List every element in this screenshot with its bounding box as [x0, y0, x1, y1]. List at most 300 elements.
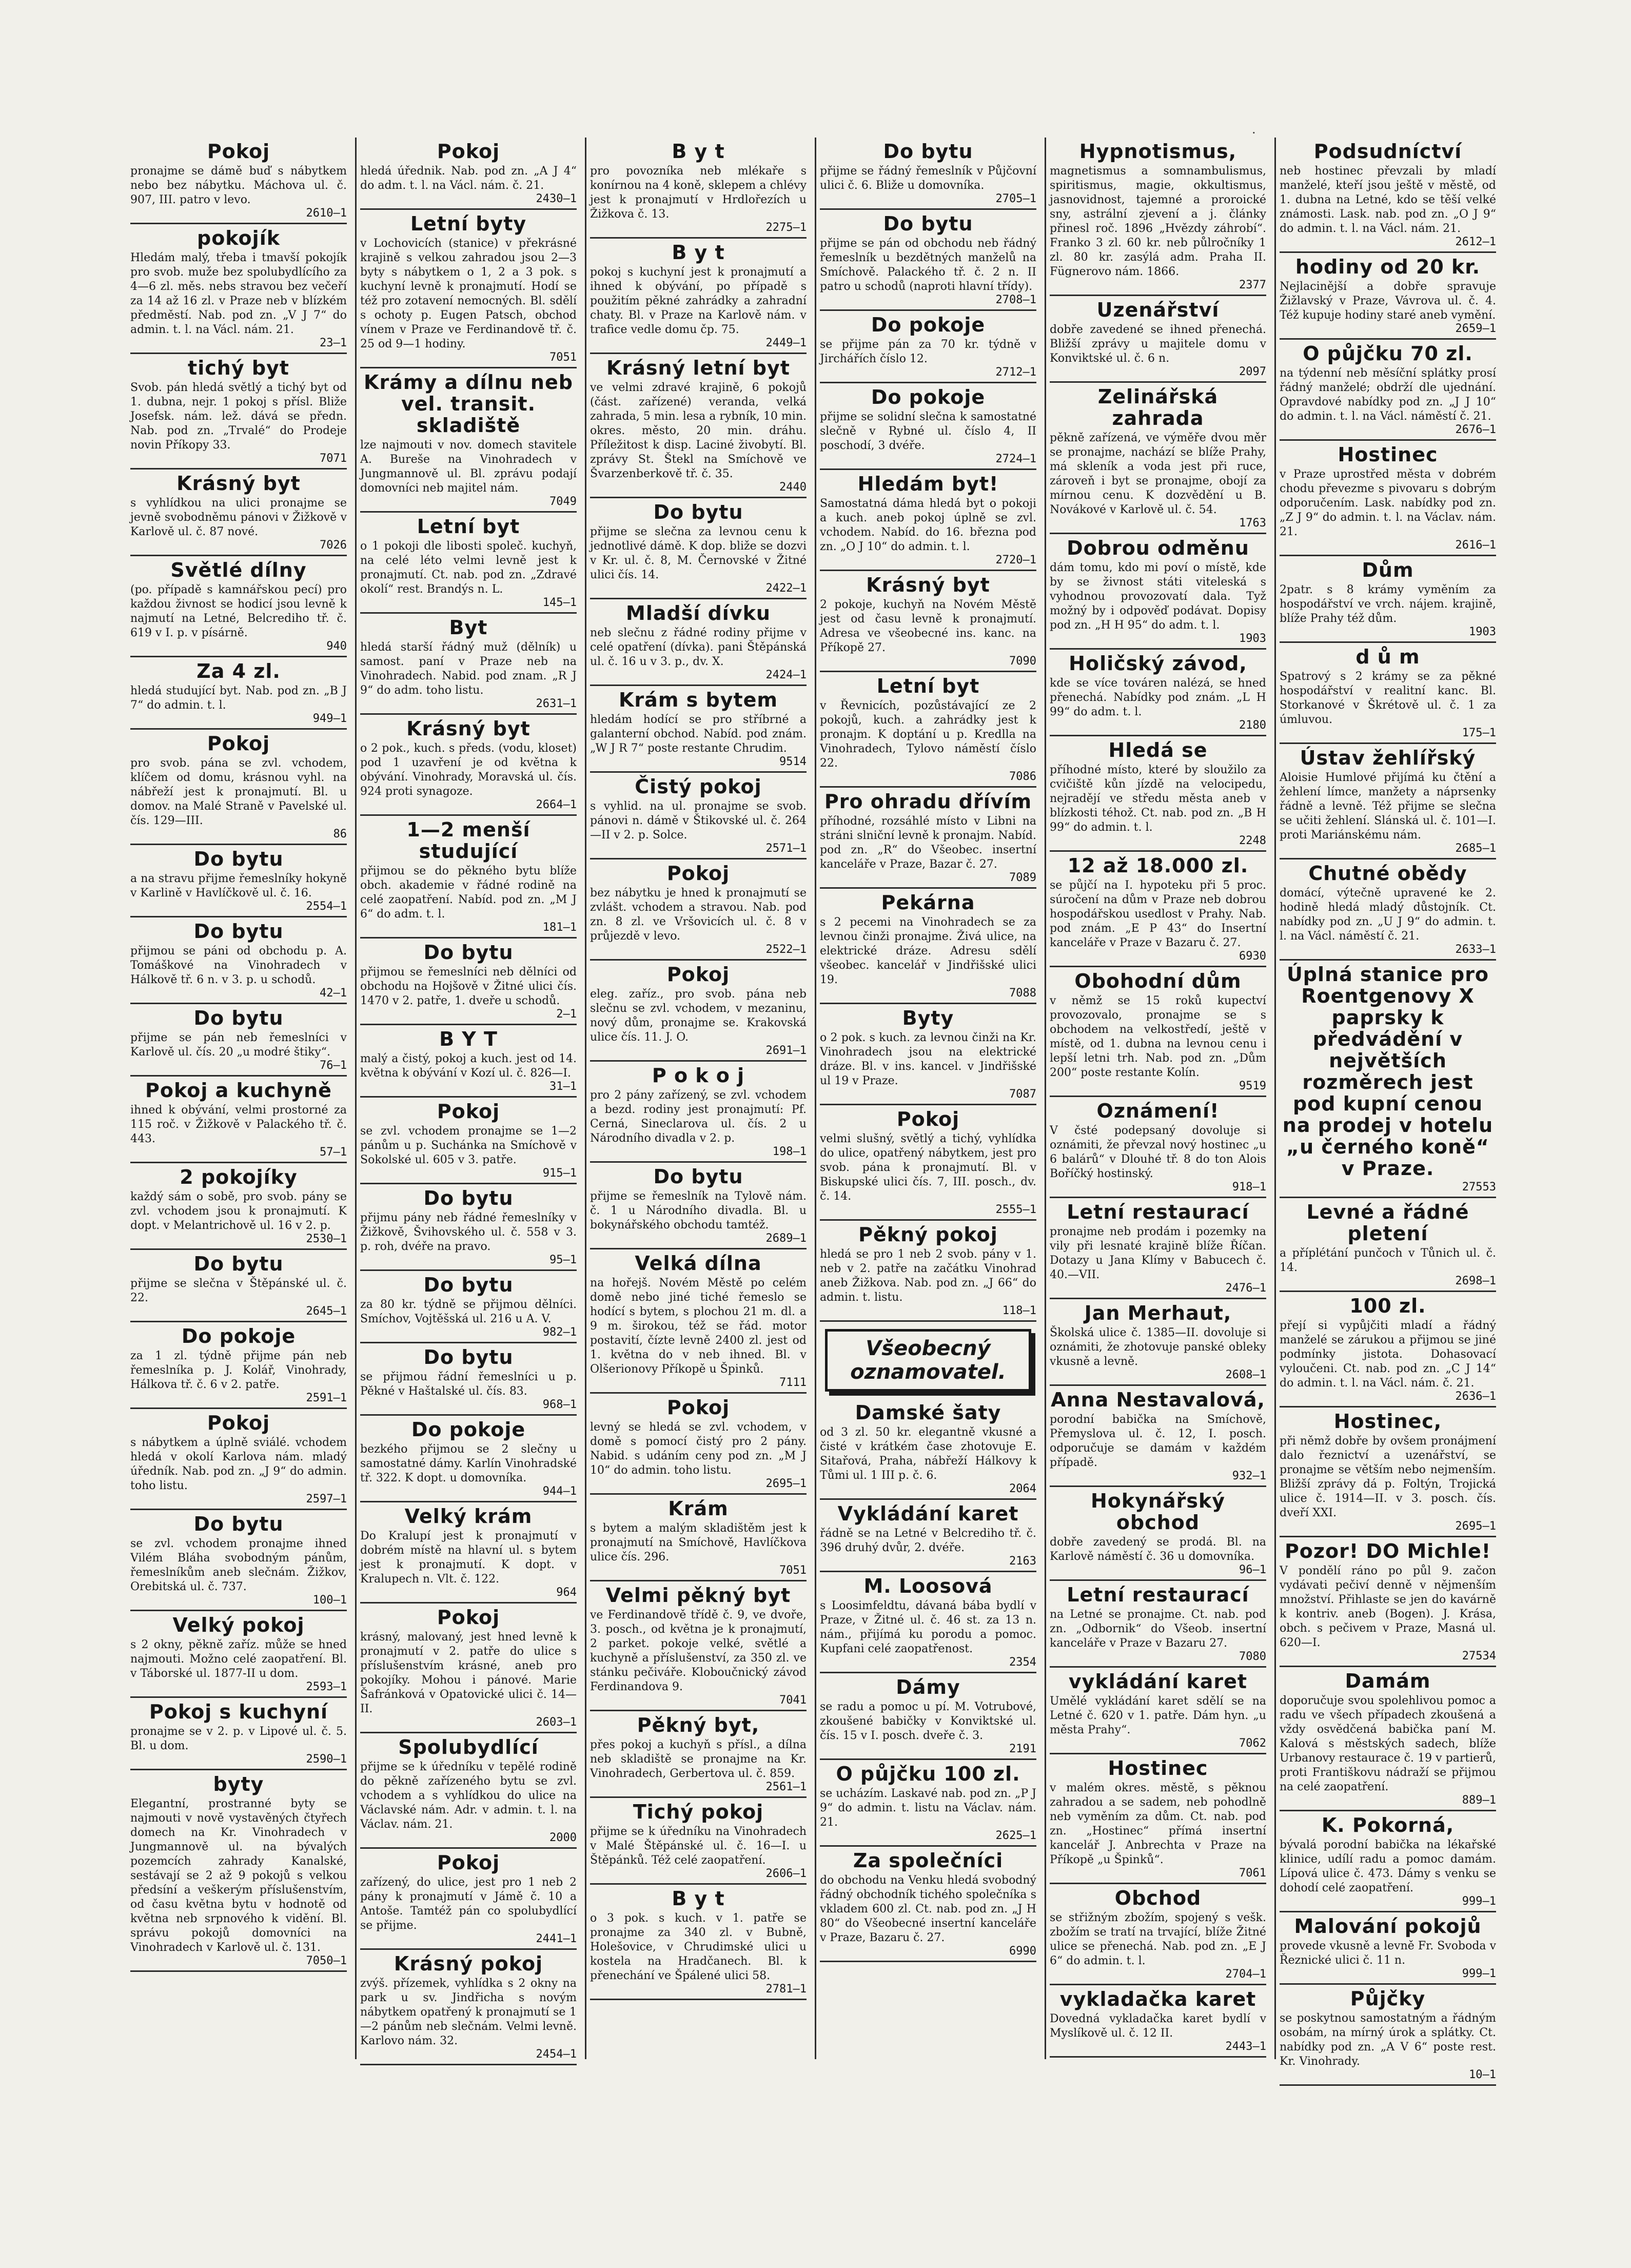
ad-number: 42—1 [320, 987, 347, 1000]
classified-ad [1050, 1386, 1266, 1487]
ad-text: pokoj s kuchyní jest k pronajmutí a ihned k obývání, po případě s použitím pěkné zahrádky a zahradní chaty. Bl. v Praze na Karlově nám. v trafice vedle domu čp. 75. [590, 266, 807, 336]
ad-text: hledá studující byt. Nab. pod zn. „B J 7“ do admin. t. l. [130, 685, 347, 712]
ad-text: s 2 okny, pěkně zaříz. může se hned najmouti. Možno celé zaopatření. Bl. v Táborské ul. 1877-II u dom. [130, 1638, 347, 1680]
classified-ad [130, 470, 347, 556]
ad-number: 999—1 [1462, 1967, 1496, 1980]
ad-text: přijmou se do pěkného bytu blíže obch. akademie v řádné rodině na celé zaopatření. Nabíd. pod zn. „M J 6“ do adm. t. l. [360, 865, 577, 921]
ad-heading: Obchod [1114, 1887, 1202, 1909]
ad-heading: 1—2 menší studující [406, 818, 530, 863]
classified-ad [820, 1572, 1036, 1673]
ad-heading: Zelinářská zahrada [1097, 385, 1219, 429]
ad-text: na týdenní neb měsíční splátky prosí řádný manželé; obdrží dle ujednání. Opravdové nabídky pod zn. „J J 10“ do admin. t. l. na Václ. náměstí č. 21. [1280, 367, 1496, 423]
ad-text: přijmou se páni od obchodu p. A. Tomáškové na Vinohradech v Hálkově tř. 6 n. v 3. p. u schodů. [130, 945, 347, 986]
ad-number: 6990 [1009, 1945, 1036, 1958]
ad-heading: Pro ohradu dřívím [824, 790, 1032, 813]
ad-heading: Pokoj [207, 732, 270, 755]
ad-text: se půjčí na I. hypoteku při 5 proc. súročení na dům v Praze neb dobrou hospodářskou usedlost v Prahy. Nab. pod znám. „E P 43“ do Insertní kanceláře v Praze v Bazaru č. 27. [1050, 879, 1266, 949]
classified-ad [1050, 1198, 1266, 1299]
ad-heading: Pokoj [437, 140, 500, 163]
ad-text: s 2 pecemi na Vinohradech se za levnou činži pronajme. Živá ulice, na elektrické dráze. Adresu sdělí všeobec. kancelář v Jindřišské ulici 19. [820, 916, 1036, 986]
ad-text: hledá úřednik. Nab. pod zn. „A J 4“ do adm. t. l. na Václ. nám. č. 21. [360, 165, 577, 192]
classified-ad [360, 1416, 577, 1502]
classified-ad [820, 1399, 1036, 1500]
ad-heading: Krám s bytem [618, 689, 778, 711]
ad-heading: Letní byty [410, 212, 527, 235]
ad-heading: Ústav žehlířský [1300, 747, 1476, 769]
ad-heading: Do bytu [423, 1187, 514, 1209]
ad-heading: K. Pokorná, [1321, 1814, 1455, 1836]
ad-text: krásný, malovaný, jest hned levně k pronajmutí v 2. patře do ulice s příslušenstvím krásné, aneb pro pokojíky. Mohou i pánové. Marie Šafránková v Opatovické ulici č. 14—II. [360, 1631, 577, 1715]
ad-heading: Do bytu [653, 501, 743, 523]
classified-ad [130, 1770, 347, 1972]
classified-ad [590, 354, 807, 498]
ad-text: přijme se slečna za levnou cenu k jednotlivé dámě. K dop. bliže se dozvi v Kr. ul. č. 8, M. Černovské v Žitné ulici čís. 14. [590, 525, 807, 581]
ad-text: hledám hodící se pro stříbrné a galanterní obchod. Nabíd. pod znám. „W J R 7“ poste restante Chrudim. [590, 713, 807, 755]
ad-heading: Byty [902, 1007, 954, 1029]
ad-heading: Dobrou odměnu [1067, 537, 1249, 559]
ad-heading: Hokynářský obchod [1090, 1490, 1226, 1534]
ad-heading: 100 zl. [1349, 1295, 1426, 1317]
classified-ad [1050, 296, 1266, 383]
ad-text: bezkého přijmou se 2 slečny u samostatné dámy. Karlín Vinohradské tř. 322. K dopt. u domovníka. [360, 1443, 577, 1484]
ad-text: pro povozníka neb mlékaře s konírnou na 4 koně, sklepem a chlévy jest k pronajmutí v Hrdlořezích u Žižkova č. 13. [590, 165, 807, 221]
ad-heading: Holičský závod, [1069, 652, 1247, 675]
ad-heading: Do pokoje [871, 314, 986, 336]
classified-ad [360, 939, 577, 1025]
ad-number: 2676—1 [1455, 423, 1496, 436]
ad-heading: O půjčku 100 zl. [836, 1763, 1020, 1785]
ad-number: 2597—1 [306, 1493, 347, 1506]
ad-text: a příplétání punčoch v Tůnich ul. č. 14. [1280, 1247, 1496, 1274]
classified-ad [130, 657, 347, 730]
ad-number: 76—1 [320, 1059, 347, 1072]
classified-ad [360, 1271, 577, 1343]
ad-number: 7111 [779, 1376, 807, 1389]
ad-heading: Krásný pokoj [394, 1952, 543, 1975]
ad-number: 2625—1 [995, 1829, 1036, 1842]
ad-number: 2430—1 [536, 192, 577, 205]
ad-number: 2191 [1009, 1743, 1036, 1755]
ad-number: 2685—1 [1455, 842, 1496, 855]
ad-number: 2097 [1239, 365, 1266, 378]
ad-heading: Chutné obědy [1308, 862, 1467, 885]
ad-heading: pokojík [197, 227, 280, 249]
ad-text: 2patr. s 8 krámy vyměním za hospodářství ve vrch. nájem. krajině, blíže Prahy též dům. [1280, 583, 1496, 625]
classified-ad [1280, 744, 1496, 859]
ad-text: přijmou se řemeslníci neb dělníci od obchodu na Hojšově v Žitné ulici čís. 1470 v 2. patře, 1. dveře u schodů. [360, 966, 577, 1007]
ad-text: Nejlacinější a dobře spravuje Žižlavský v Praze, Vávrova ul. č. 4. Též kupuje hodiny staré aneb vymění. [1280, 280, 1496, 322]
ad-text: v Praze uprostřed města v dobrém chodu převezme s pivovaru s dobrým odporučením. Lask. nabídky pod zn. „Z J 9“ do admin. t. l. na Václav. nám. 21. [1280, 468, 1496, 538]
ad-text: o 2 pok., kuch. s předs. (vodu, kloset) pod 1 uzavření je od května k obývání. Vinohrady, Moravská ul. čís. 924 proti synagoze. [360, 742, 577, 798]
classified-ad [130, 1163, 347, 1250]
classified-ad [590, 773, 807, 859]
classified-ad [1050, 534, 1266, 650]
classified-ad [820, 1105, 1036, 1221]
ads-column-5 [1047, 138, 1269, 2059]
ad-text: pěkně zařízená, ve výměře dvou měr se pronajme, nachází se blíže Prahy, má skleník a voda jest při ruce, zároveň i byt se pronajme, obojí za mírnou cenu. K dozvědění u B. Novákové v Karlově ul. č. 54. [1050, 432, 1266, 516]
classified-ad [130, 1077, 347, 1163]
classified-ad [360, 1184, 577, 1271]
ad-heading: Pokoj [437, 1606, 500, 1629]
ad-heading: Do pokoje [871, 386, 986, 408]
classified-ad [1050, 1754, 1266, 1884]
ad-number: 2603—1 [536, 1716, 577, 1729]
ad-text: o 1 pokoji dle libosti společ. kuchyň, na celé léto velmi levně jest k pronajmutí. Ct. nab. pod zn. „Zdravé okolí“ rest. Brandýs n. L. [360, 540, 577, 596]
classified-ad [1050, 736, 1266, 852]
ad-number: 982—1 [542, 1326, 577, 1339]
ad-heading: B y t [672, 140, 725, 163]
classified-ad [820, 383, 1036, 470]
classified-ad [360, 1098, 577, 1184]
ad-text: na hořejš. Novém Městě po celém domě nebo jiné tiché řemeslo se hodící s bytem, s plochou 21 m. dl. a 9 m. širokou, též se řád. motor postavití, čízte levně 2400 zl. jest od 1. května do v neb ihned. Bl. v Olšerionovy Příkopě u Špinků. [590, 1277, 807, 1376]
column-divider [815, 138, 816, 2059]
ad-text: s vyhlídkou na ulici pronajme se jevně svobodněmu pánovi v Žižkově v Karlově ul. č. 87 nové. [130, 497, 347, 538]
ad-heading: Do bytu [193, 1253, 284, 1275]
ad-heading: Podsudníctví [1313, 140, 1462, 163]
classified-ad [360, 210, 577, 368]
ad-number: 2275—1 [765, 221, 807, 234]
ad-text: přejí si vypůjčiti mladí a řádný manželé se zárukou a přijmou se jiné podmínky jistota. Dohasovací vyloučeni. Ct. nab. pod zn. „C J 14“ do admin. t. l. na Václ. nám. č. 21. [1280, 1319, 1496, 1390]
ad-heading: Mladší dívku [626, 602, 771, 624]
ad-number: 9519 [1239, 1080, 1266, 1092]
classified-ad [590, 1798, 807, 1885]
ad-heading: Letní byt [876, 675, 980, 697]
classified-ad [1280, 643, 1496, 744]
ad-text: přijme se pán od obchodu neb řádný řemeslník u bezdětných manželů na Smíchově. Palackého tř. č. 2 n. II patro u schodů (naproti hlavní třídy). [820, 237, 1036, 293]
ad-heading: Do bytu [653, 1165, 743, 1188]
ad-number: 940 [326, 640, 347, 653]
ad-number: 2163 [1009, 1555, 1036, 1568]
ad-number: 118—1 [1002, 1304, 1036, 1317]
ad-heading: Malování pokojů [1294, 1915, 1482, 1938]
classified-ad [1050, 1985, 1266, 2058]
ad-text: na Letné se pronajme. Ct. nab. pod zn. „Odbornik“ do Všeob. insertní kanceláře v Praze v Bazaru 27. [1050, 1608, 1266, 1650]
ad-text: přijme se k úředníku na Vinohradech v Malé Štěpánské ul. č. 16—I. u Štěpánků. Též celé zaopatření. [590, 1825, 807, 1867]
ad-number: 2440 [779, 481, 807, 494]
classified-ad [1280, 1667, 1496, 1811]
classified-ad [1280, 138, 1496, 253]
classified-ad [820, 470, 1036, 571]
ad-number: 7062 [1239, 1737, 1266, 1750]
ad-text: Do Kralupí jest k pronajmutí v dobrém místě na hlavní ul. s bytem jest k pronajmutí. K dopt. v Kralupech n. Vlt. č. 122. [360, 1530, 577, 1586]
classified-ad [1280, 1407, 1496, 1537]
classified-ad [820, 1847, 1036, 1962]
ad-number: 7080 [1239, 1650, 1266, 1663]
ad-text: se přijmou řádní řemeslníci u p. Pěkné v Haštalské ul. čís. 83. [360, 1371, 577, 1398]
ad-number: 2695—1 [1455, 1520, 1496, 1533]
ad-text: porodní babička na Smíchově, Přemyslova ul. č. 12, I. posch. odporučuje se damám v každém případě. [1050, 1413, 1266, 1469]
ad-text: každý sám o sobě, pro svob. pány se zvl. vchodem jsou k pronajmutí. K dopt. v Melantrichově ul. 16 v 2. p. [130, 1190, 347, 1232]
ad-text: do obchodu na Venku hledá svobodný řádný obchodník tichého společníka s vkladem 600 zl. Ct. nab. pod zn. „J H 80“ do Všeobecné insertní kanceláře v Praze, Bazaru č. 27. [820, 1874, 1036, 1944]
ad-text: velmi slušný, světlý a tichý, vyhlídka do ulice, opatřený nábytkem, jest pro svob. pána k pronajmutí. Bl. v Biskupské ulici čís. 7, III. posch., dv. č. 14. [820, 1132, 1036, 1203]
ad-text: řádně se na Letné v Belcrediho tř. č. 396 druhý dvůr, 2. dvéře. [820, 1527, 1036, 1554]
ad-number: 915—1 [542, 1167, 577, 1180]
ad-text: se zvl. vchodem pronajme se 1—2 pánům u p. Suchánka na Smíchově v Sokolské ul. 605 v 3. patře. [360, 1125, 577, 1166]
classified-ad [360, 368, 577, 513]
ad-text: se zvl. vchodem pronajme ihned Vilém Bláha svobodným pánům, řemeslníkům aneb slečnám. Žižkov, Orebitská ul. č. 737. [130, 1537, 347, 1593]
classified-ad [820, 1673, 1036, 1760]
ad-heading: hodiny od 20 kr. [1295, 256, 1481, 278]
ad-number: 7049 [549, 495, 577, 508]
ad-text: doporučuje svou spolehlivou pomoc a radu ve všech případech zkoušená a vždy osvědčená babička paní M. Kalová s městských sadech, blíže Urbanovy restaurace č. 19 v partierů, proti Františkovu nádraží se přijmou na celé zaopatření. [1280, 1694, 1496, 1793]
ad-text: hledá starší řádný muž (dělník) u samost. paní v Praze neb na Vinohradech. Nabid. pod znam. „R J 9“ do adm. toho listu. [360, 641, 577, 697]
ad-number: 2571—1 [765, 842, 807, 855]
ad-number: 2441—1 [536, 1932, 577, 1945]
ad-heading: Pozor! DO Michle! [1284, 1540, 1491, 1562]
ad-heading: Krámy a dílnu neb vel. transit. skladiště [364, 371, 573, 437]
ad-number: 2377 [1239, 279, 1266, 291]
classified-ad [1280, 1537, 1496, 1667]
ad-number: 1763 [1239, 517, 1266, 530]
classified-ad [820, 1500, 1036, 1572]
ad-number: 2593—1 [306, 1680, 347, 1693]
ad-number: 2454—1 [536, 2048, 577, 2061]
ad-heading: Půjčky [1350, 1987, 1426, 2010]
ad-heading: Velký pokoj [172, 1614, 305, 1636]
classified-ad [590, 1062, 807, 1163]
ad-number: 2608—1 [1225, 1368, 1266, 1381]
classified-ad [360, 1849, 577, 1950]
classified-ad [1280, 961, 1496, 1198]
ad-text: přijme se slečna v Štěpánské ul. č. 22. [130, 1277, 347, 1304]
column-divider [355, 138, 357, 2059]
classified-ad [590, 1711, 807, 1798]
ad-heading: Hypnotismus, [1079, 140, 1237, 163]
ad-number: 2689—1 [765, 1232, 807, 1245]
classified-ad [360, 1950, 577, 2065]
classified-ad [590, 1495, 807, 1581]
ad-heading: Do bytu [883, 212, 973, 235]
ad-number: 2633—1 [1455, 943, 1496, 956]
ad-heading: Krásný byt [176, 472, 301, 495]
classified-ad [820, 138, 1036, 210]
column-divider [1045, 138, 1046, 2059]
ad-heading: Letní restaurací [1067, 1201, 1249, 1223]
ad-heading: Krám [668, 1497, 729, 1520]
ad-text: ve Ferdinandově třídě č. 9, ve dvoře, 3. posch., od května je k pronajmutí, 2 parket. pokoje velké, světlé a kuchyně a příslušenství, za 350 zl. ve stánku pečiváře. Kloboučnický závod Ferdinandova 9. [590, 1609, 807, 1693]
ad-heading: Letní restaurací [1067, 1583, 1249, 1606]
ad-text: přes pokoj a kuchyň s přísl., a dílna neb skladiště se pronajme na Kr. Vinohradech, Gerbertova ul. č. 859. [590, 1738, 807, 1780]
ad-heading: Spolubydlící [398, 1736, 539, 1758]
classified-ad [820, 788, 1036, 889]
ad-text: v Lochovicích (stanice) v překrásné krajině s velkou zahradou jsou 2—3 byty s nábytkem o 1, 2 a 3 pok. s kuchyní levně k pronajmutí. Hodí se též pro zotavení nemocných. Bl. sdělí s ochoty p. Eugen Patsch, obchod vínem v Praze ve Ferdinandově tř. č. 25 od 9—1 hodiny. [360, 237, 577, 350]
ad-text: ve velmi zdravé krajině, 6 pokojů (část. zařízené) veranda, velká zahrada, 5 min. lesa a rybník, 10 min. okres. město, 20 min. dráhu. Příležitost k disp. Laciné živobytí. Bl. zprávy St. Štekl na Smíchově ve Švarzenberkově tř. č. 35. [590, 381, 807, 480]
ad-text: neb slečnu z řádné rodiny přijme v celé opatření (dívka). pani Štěpánská ul. č. 16 u v 3. p., dv. X. [590, 627, 807, 668]
classified-ad [360, 715, 577, 816]
classified-ad [1280, 253, 1496, 340]
ad-text: v malém okres. městě, s pěknou zahradou a se sadem, neb pohodlně neb vyměním za dům. Ct. nab. pod zn. „Hostinec“ přímá insertní kancelář J. Anbrechta v Praze na Příkopě „u Špinků“. [1050, 1782, 1266, 1866]
ad-heading: Letní byt [417, 515, 520, 538]
ad-text: levný se hledá se zvl. vchodem, v domě s pomocí čistý pro 2 pány. Nabid. s udáním ceny pod zn. „M J 10“ do admin. toho listu. [590, 1421, 807, 1477]
ad-number: 2610—1 [306, 207, 347, 220]
ad-text: domácí, výtečně upravené ke 2. hodině hledá mladý důstojník. Ct. nabídky pod zn. „U J 9“ do admin. t. l. na Václ. náměstí č. 21. [1280, 887, 1496, 943]
ad-text: se střižným zbožím, spojený s vešk. zbožím se tratí na trvající, blíže Žitné ulice se přenechá. Nab. pod zn. „E J 6“ do admin. t. l. [1050, 1911, 1266, 1967]
ad-number: 2636—1 [1455, 1390, 1496, 1403]
ad-heading: Krásný byt [866, 574, 990, 596]
classified-ad [130, 224, 347, 354]
ad-number: 968—1 [542, 1398, 577, 1411]
classified-ad [590, 138, 807, 239]
classified-ad [590, 859, 807, 961]
ad-text: Svob. pán hledá světlý a tichý byt od 1. dubna, nejr. 1 pokoj s přísl. Bliže Josefsk. nám. lež. dává se předn. Nab. pod zn. „Trvalé“ do Prodeje novin Příkopy 33. [130, 381, 347, 452]
ad-heading: Světlé dílny [170, 559, 307, 581]
ad-number: 2590—1 [306, 1753, 347, 1766]
classified-ad [590, 1885, 807, 2000]
ad-text: v Řevnicích, pozůstávající ze 2 pokojů, kuch. a zahrádky jest k pronajm. K doptání u p. Kredlla na Vinohradech, Tylovo náměstí číslo 22. [820, 699, 1036, 770]
classified-ad [590, 1163, 807, 1249]
classified-ad [360, 816, 577, 939]
ad-number: 949—1 [312, 712, 347, 725]
ad-text: Hledám malý, třeba i tmavší pokojík pro svob. muže bez spolubydlícího za 4—6 zl. měs. nebs stravou bez večeří za 14 až 16 zl. v Praze neb v blízkém předměstí. Nab. pod zn. „V J 7“ do admin. t. l. na Václ. nám. 21. [130, 251, 347, 336]
ad-number: 2180 [1239, 719, 1266, 732]
ad-number: 6930 [1239, 950, 1266, 963]
ad-number: 2698—1 [1455, 1275, 1496, 1287]
ad-number: 7071 [320, 452, 347, 465]
ad-number: 7089 [1009, 871, 1036, 884]
ad-number: 2645—1 [306, 1305, 347, 1318]
ad-number: 2449—1 [765, 337, 807, 349]
ad-text: příhodné, rozsáhlé místo v Libni na stráni slniční levně k pronajm. Nabíd. pod zn. „R“ do Všeobec. insertní kanceláře v Praze, Bazar č. 27. [820, 815, 1036, 871]
classified-ad [360, 1025, 577, 1098]
ad-heading: byty [213, 1773, 264, 1795]
ad-heading: Levné a řádné pletení [1306, 1201, 1469, 1245]
ad-text: dobře zavedený se prodá. Bl. na Karlově náměstí č. 36 u domovníka. [1050, 1536, 1266, 1563]
ad-number: 2712—1 [995, 366, 1036, 379]
ad-heading: Do bytu [193, 1513, 284, 1535]
ad-text: přijme se k úředníku v tepělé rodině do pěkně zařízeného bytu se zvl. vchodem a s vyhlídkou do ulice na Václavské nám. Adr. v admin. t. l. na Václav. nám. 21. [360, 1761, 577, 1831]
ad-text: Elegantní, prostranné byty se najmouti v nově vystavěných čtyřech domech na Kr. Vinohradech v Jungmannově ul. na bývalých pozemcích zahrady Kanalské, sestávají se 2 až 9 pokojů s velkou předsíní a veškerým příslušenstvím, od času května bytu v hodnotě od května neb srpnového k vidění. Bl. správu pokojů domovníci na Vinohradech v Karlově ul. č. 131. [130, 1797, 347, 1954]
ad-text: pronajme se v 2. p. v Lipové ul. č. 5. Bl. u dom. [130, 1725, 347, 1752]
ad-number: 95—1 [549, 1254, 577, 1266]
classified-ad [130, 917, 347, 1004]
ad-text: s nábytkem a úplně sviálé. vchodem hledá v okolí Karlova nám. mladý úředník. Nab. pod zn. „J 9“ do admin. toho listu. [130, 1436, 347, 1492]
ad-text: pro svob. pána se zvl. vchodem, klíčem od domu, krásnou vyhl. na nábřeží jest k pronajmutí. Bl. u domov. na Malé Straně v Pavelské ul. čís. 129—III. [130, 757, 347, 827]
ad-heading: Krásný byt [406, 717, 530, 740]
classified-ad [820, 1004, 1036, 1105]
ad-number: 2616—1 [1455, 539, 1496, 552]
ad-heading: Dům [1362, 559, 1414, 581]
classified-ad [1280, 340, 1496, 441]
ad-heading: d ů m [1355, 646, 1420, 668]
ad-text: kde se více továren nalézá, se hned přenechá. Nabídky pod znám. „L H 99“ do adm. t. l. [1050, 677, 1266, 718]
ad-number: 2555—1 [995, 1203, 1036, 1216]
column-divider [1274, 138, 1276, 2059]
classified-ad [820, 311, 1036, 383]
ad-number: 2000 [549, 1831, 577, 1844]
ad-text: bývalá porodní babička na lékařské klinice, udílí radu a pomoc damám. Lípová ulice č. 473. Dámy s venku se dohodí celé zaopatření. [1280, 1839, 1496, 1894]
ad-text: zvýš. přízemek, vyhlídka s 2 okny na park u sv. Jindřicha s novým nábytkem opatřený k pronajmutí se 1—2 pánům neb slečnám. Velmi levně. Karlovo nám. 32. [360, 1977, 577, 2047]
ad-text: se přijme pán za 70 kr. týdně v Jirchářích číslo 12. [820, 338, 1036, 365]
ad-number: 2443—1 [1225, 2040, 1266, 2053]
classified-ad [590, 239, 807, 354]
ad-text: eleg. zaříz., pro svob. pána neb slečnu se zvl. vchodem, v mezaninu, nový dům, pronajme se. Krakovská ulice čís. 11. J. O. [590, 988, 807, 1044]
ad-heading: Do bytu [193, 1007, 284, 1029]
ad-heading: Velká dílna [635, 1252, 762, 1275]
ad-text: přijmu pány neb řádné řemeslníky v Žižkově, Švihovského ul. č. 558 v 3. p. roh, dvéře na pravo. [360, 1211, 577, 1253]
ad-heading: Damské šaty [855, 1401, 1001, 1424]
ad-text: neb hostinec převzali by mladí manželé, kteří jsou ještě v městě, od 1. dubna na Letné, kdo se těší velké známosti. Lask. nab. pod zn. „O J 9“ do admin. t. l. na Václ. nám. 21. [1280, 165, 1496, 235]
ad-text: Dovedná vykladačka karet bydlí v Myslíkově ul. č. 12 II. [1050, 2012, 1266, 2040]
ad-text: bez nábytku je hned k pronajmutí se zvlášt. vchodem a stravou. Nab. pod zn. 8 zl. ve Vršovicích ul. č. 8 v průjezdě v levo. [590, 887, 807, 943]
ad-text: příhodné místo, které by sloužilo za cvičiště kůn jízdě na velocipedu, nejradějí ve středu města aneb v blízkosti téhož. Ct. nab. pod zn. „B H 99“ do admin. t. l. [1050, 764, 1266, 834]
ad-text: V čsté podepsaný dovoluje si oznámiti, že převzal nový hostinec „u 6 balárů“ v Dlouhé tř. 8 do ton Alois Boříčký hostinský. [1050, 1124, 1266, 1180]
ad-heading: Anna Nestavalová, [1051, 1389, 1265, 1411]
classified-ad [360, 1733, 577, 1849]
classified-ad [1280, 859, 1496, 961]
ad-number: 2691—1 [765, 1044, 807, 1057]
classified-ad [130, 556, 347, 657]
ad-number: 2724—1 [995, 453, 1036, 465]
ad-heading: Uzenářství [1096, 299, 1220, 321]
ad-number: 7090 [1009, 655, 1036, 668]
ad-heading: vykladačka karet [1059, 1988, 1256, 2010]
classified-ad [130, 138, 347, 224]
ad-heading: B Y T [439, 1028, 498, 1050]
ad-heading: Pokoj s kuchyní [149, 1700, 328, 1723]
ad-number: 2554—1 [306, 900, 347, 913]
classified-ad [590, 686, 807, 773]
classified-ad [130, 1698, 347, 1770]
ad-text: hledá se pro 1 neb 2 svob. pány v 1. neb v 2. patře na začátku Vinohrad aneb Žižkova. Nab. pod zn. „J 66“ do admin. t. listu. [820, 1248, 1036, 1304]
classified-ad [360, 1343, 577, 1416]
ad-number: 27553 [1462, 1181, 1496, 1194]
ad-text: dám tomu, kdo mi poví o místě, kde by se živnost státi viteleská s vyhodnou provozovatí dala. Tyž možný by i odpověď podávat. Dopisy pod zn. „H H 95“ do adm. t. l. [1050, 561, 1266, 632]
classified-ad [1050, 1581, 1266, 1668]
ad-heading: Pokoj [437, 1851, 500, 1874]
classified-ad [1050, 967, 1266, 1097]
ad-number: 964 [556, 1586, 577, 1599]
ad-heading: Úplná stanice pro Roentgenovy X paprsky k předvádění v největších rozměrech jest pod kupní cenou na prodej v hotelu „u černého koně“ v Praze. [1282, 963, 1494, 1180]
ad-heading: Do bytu [193, 848, 284, 870]
ad-text: lze najmouti v nov. domech stavitele A. Bureše na Vinohradech v Jungmannově ul. Bl. zprávu podají domovníci neb majitel nám. [360, 439, 577, 495]
ad-number: 96—1 [1239, 1563, 1266, 1576]
column-divider [585, 138, 586, 2059]
ad-heading: P o k o j [652, 1064, 745, 1087]
ad-number: 999—1 [1462, 1895, 1496, 1908]
ad-heading: B y t [672, 1887, 725, 1910]
classified-ad [590, 599, 807, 686]
classified-ad [1280, 1912, 1496, 1985]
ad-number: 57—1 [320, 1146, 347, 1159]
classified-ad [1050, 1487, 1266, 1581]
ad-number: 10—1 [1469, 2068, 1496, 2081]
ad-text: se ucházím. Laskavé nab. pod zn. „P J 9“ do admin. t. listu na Václav. nám. 21. [820, 1787, 1036, 1829]
ad-number: 2631—1 [536, 697, 577, 710]
ad-text: se poskytnou samostatným a řádným osobám, na mírný úrok a splátky. Ct. nabídky pod zn. „A V 6“ poste rest. Kr. Vinohrady. [1280, 2012, 1496, 2068]
ad-heading: Do bytu [423, 1274, 514, 1296]
classified-ad [1280, 1198, 1496, 1292]
ad-heading: Pokoj [666, 1396, 730, 1419]
ad-heading: tichý byt [188, 357, 289, 379]
ad-text: v němž se 15 roků kupectví provozovalo, pronajme se s obchodem na velkostředí, ještě v místě, od 1. dubna na levnou cenu i lepší letni trh. Nab. pod zn. „Dům 200“ poste restante Kolín. [1050, 994, 1266, 1079]
classified-ad [130, 354, 347, 470]
classified-ad [130, 1409, 347, 1510]
classified-ad [1050, 1299, 1266, 1386]
classified-ad [1280, 556, 1496, 643]
ad-number: 2422—1 [765, 582, 807, 595]
ad-number: 198—1 [772, 1145, 807, 1158]
classified-ad [130, 1250, 347, 1322]
ad-text: za 1 zl. týdně přijme pán neb řemeslníka p. J. Kolář, Vinohrady, Hálkova tř. č. 6 v 2. patře. [130, 1350, 347, 1391]
ad-text: s Loosimfeldtu, dávaná bába bydlí v Praze, v Žitné ul. č. 46 st. za 13 n. nám., přijímá ku porodu a pomoc. Kupfani celé zaopatřenost. [820, 1599, 1036, 1655]
ad-heading: 2 pokojíky [180, 1166, 298, 1188]
ad-heading: Velký krám [404, 1505, 533, 1528]
ad-number: 7087 [1009, 1088, 1036, 1101]
ad-text: 2 pokoje, kuchyň na Novém Městě jest od času levně k pronajmutí. Adresa ve všeobecné ins. kanc. na Příkopě 27. [820, 598, 1036, 654]
ad-text: od 3 zl. 50 kr. elegantně vkusné a čisté v krátkém čase zhotovuje E. Sitařová, Praha, nábřeží Hálkovy k Tůmi ul. 1 III p. č. 6. [820, 1426, 1036, 1482]
ad-number: 2720—1 [995, 554, 1036, 566]
classified-ad [1050, 1097, 1266, 1198]
